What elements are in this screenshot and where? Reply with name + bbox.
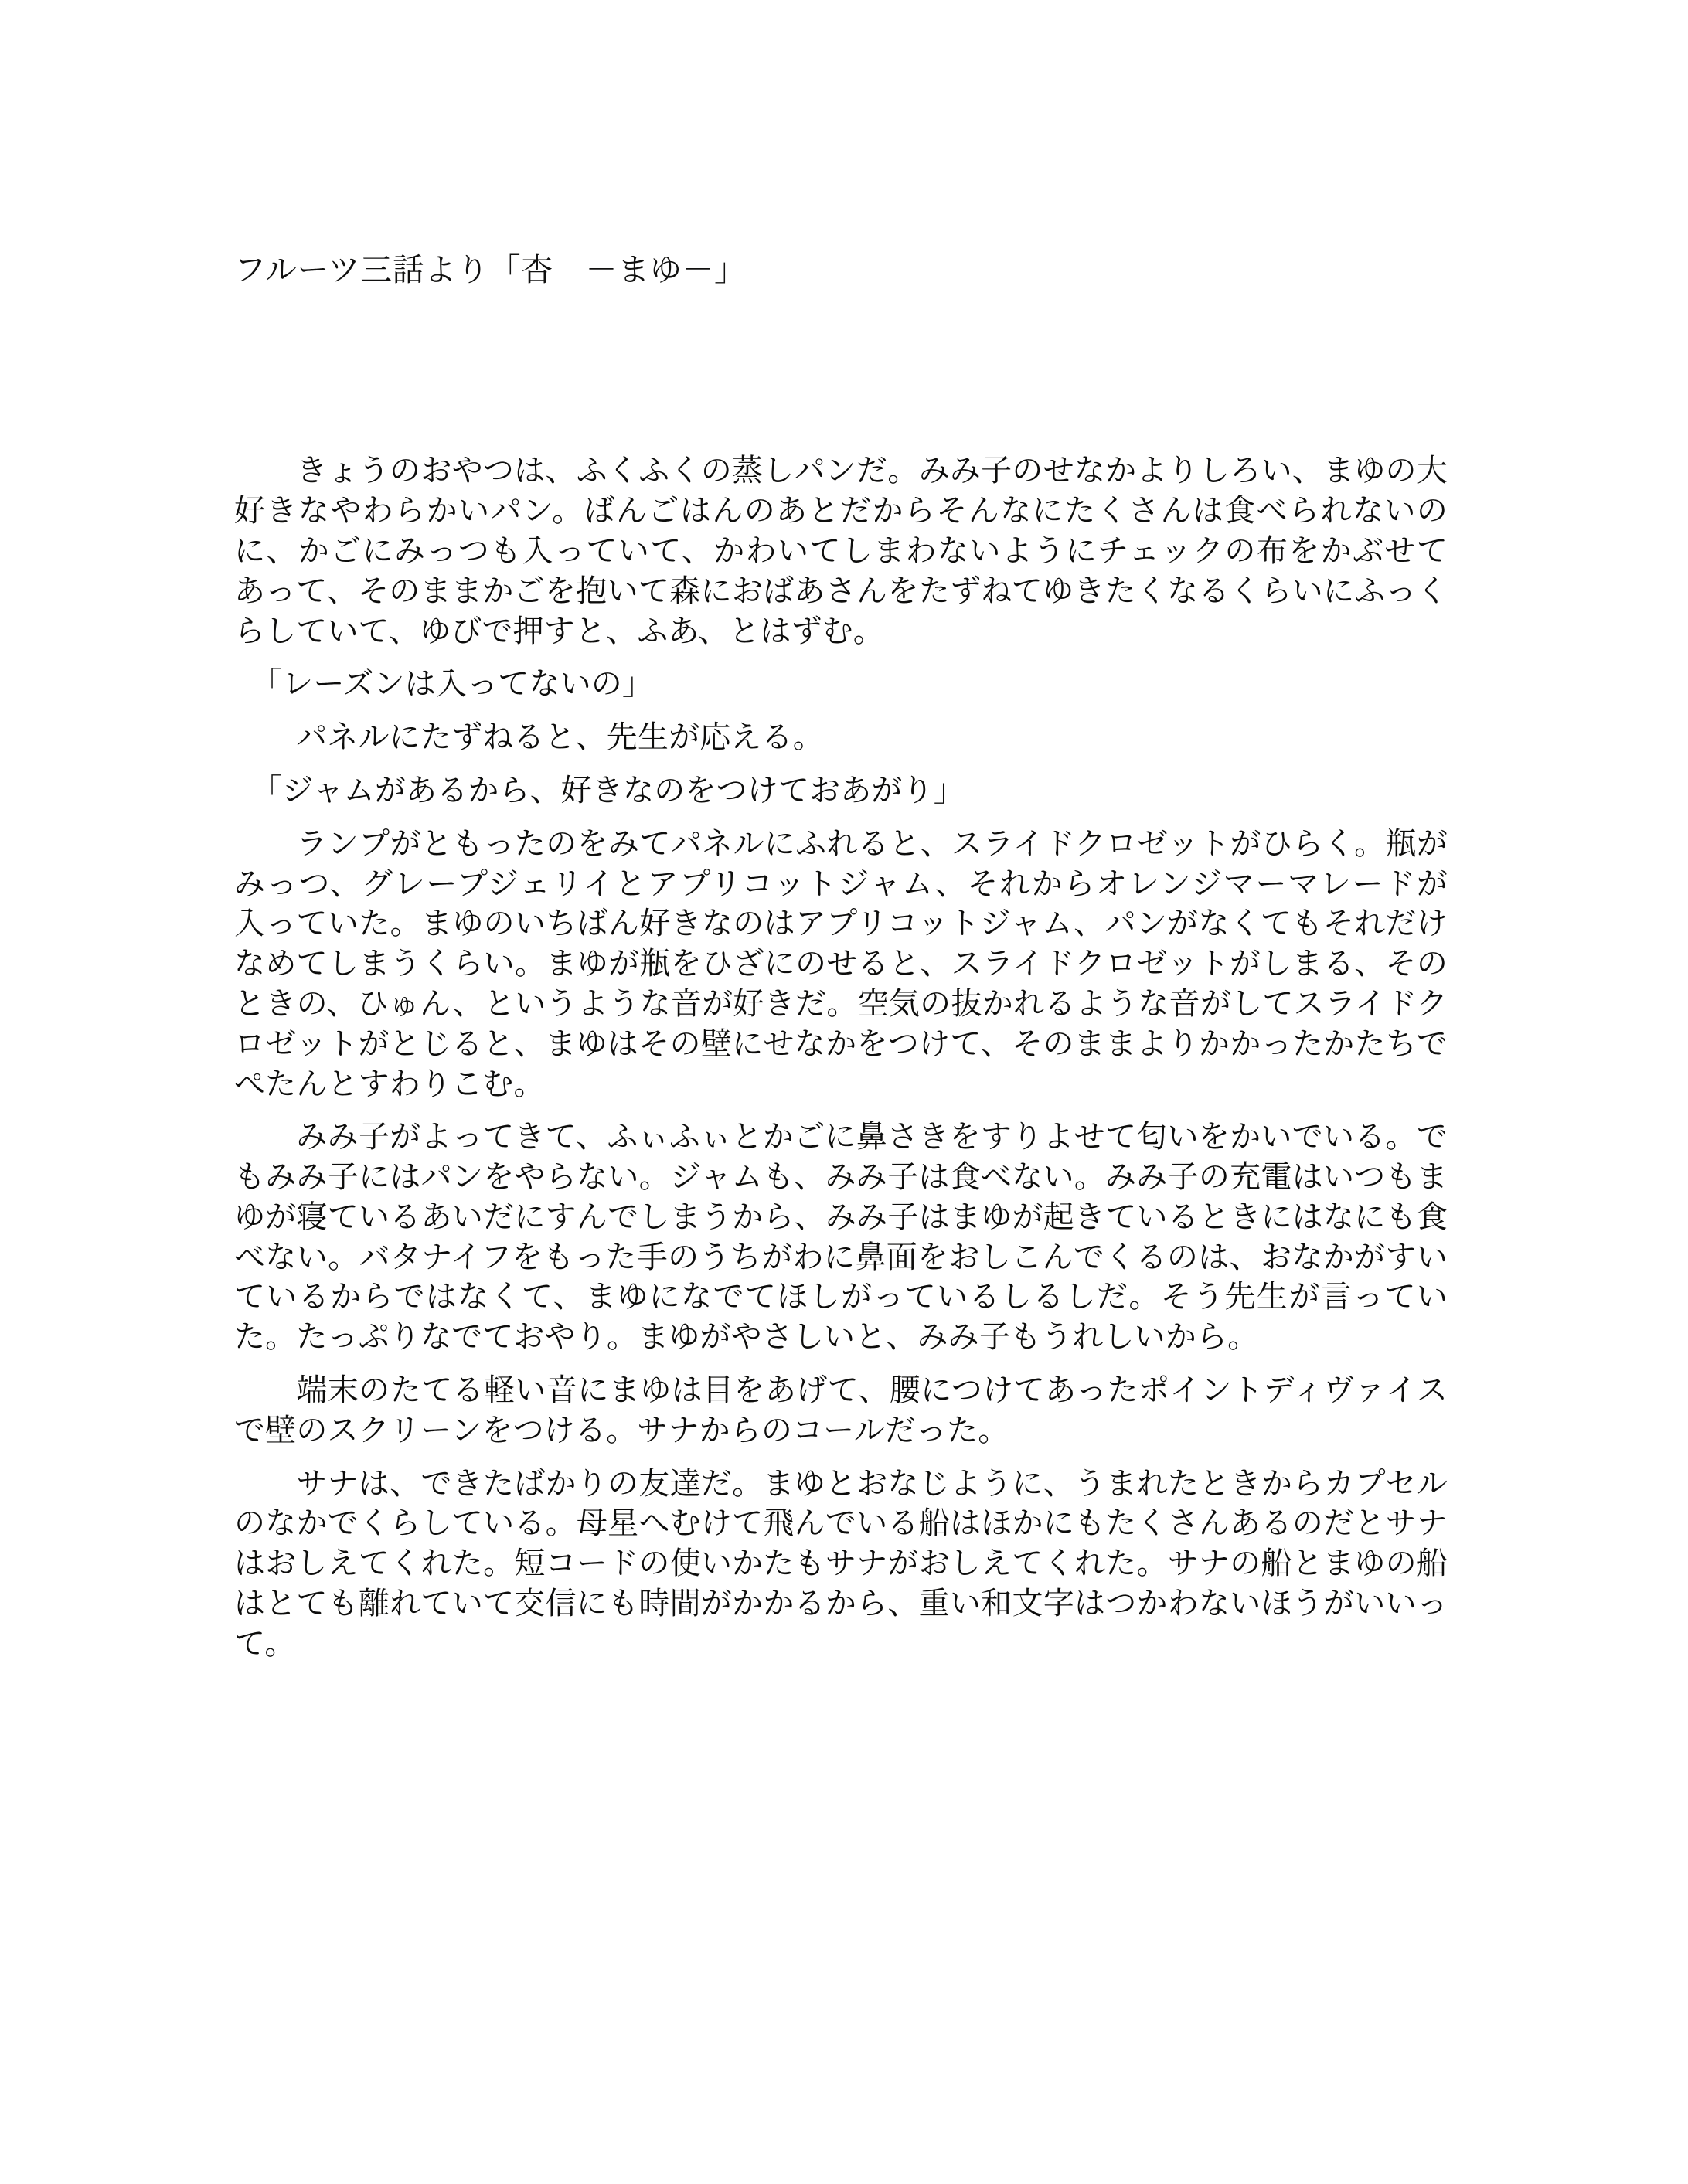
paragraph-3: パネルにたずねると、先生が応える。 [265, 719, 824, 756]
title-spacer [234, 291, 1448, 451]
paragraph-6: みみ子がよってきて、ふぃふぃとかごに鼻さきをすりよせて匂いをかいでいる。でもみみ子にはパンをやらない。ジャムも、みみ子は食べない。みみ子の充電はいつもまゆが寝ているあいだにすんでしまうから、みみ子はまゆが起きているときにはなにも食べない。バタナイフをもった手のうちがわに鼻面をおしこんでくるのは、おなかがすいているからではなくて、まゆになでてほしがっているしるしだ。そう先生が言っていた。たっぷりなでておやり。まゆがやさしいと、みみ子もうれしいから。 [234, 1119, 1448, 1356]
paragraph-5: ランプがともったのをみてパネルにふれると、スライドクロゼットがひらく。瓶がみっつ、グレープジェリイとアプリコットジャム、それからオレンジマーマレードが入っていた。まゆのいちばん好きなのはアプリコットジャム、パンがなくてもそれだけなめてしまうくらい。まゆが瓶をひざにのせると、スライドクロゼットがしまる、そのときの、ひゅん、というような音が好きだ。空気の抜かれるような音がしてスライドクロゼットがとじると、まゆはその壁にせなかをつけて、そのままよりかかったかたちでぺたんとすわりこむ。 [234, 825, 1448, 1102]
paragraph-4-dialogue: 「ジャムがあるから、好きなのをつけておあがり」 [251, 772, 965, 808]
document-body [234, 451, 1448, 1664]
paragraph-8: サナは、できたばかりの友達だ。まゆとおなじように、うまれたときからカプセルのなかでくらしている。母星へむけて飛んでいる船はほかにもたくさんあるのだとサナはおしえてくれた。短コードの使いかたもサナがおしえてくれた。サナの船とまゆの船はとても離れていて交信にも時間がかかるから、重い和文字はつかわないほうがいいって。 [234, 1465, 1448, 1662]
document-content [234, 249, 1448, 1665]
paragraph-2-dialogue: 「レーズンは入ってないの」 [251, 666, 654, 702]
document-title: フルーツ三話より「杏 －まゆ－」 [234, 251, 747, 288]
paragraph-7: 端末のたてる軽い音にまゆは目をあげて、腰につけてあったポイントディヴァイスで壁のスクリーンをつける。サナからのコールだった。 [234, 1373, 1448, 1448]
paragraph-1: きょうのおやつは、ふくふくの蒸しパンだ。みみ子のせなかよりしろい、まゆの大好きなやわらかいパン。ばんごはんのあとだからそんなにたくさんは食べられないのに、かごにみっつも入っていて、かわいてしまわないようにチェックの布をかぶせてあって、そのままかごを抱いて森におばあさんをたずねてゆきたくなるくらいにふっくらしていて、ゆびで押すと、ふあ、とはずむ。 [234, 453, 1448, 649]
